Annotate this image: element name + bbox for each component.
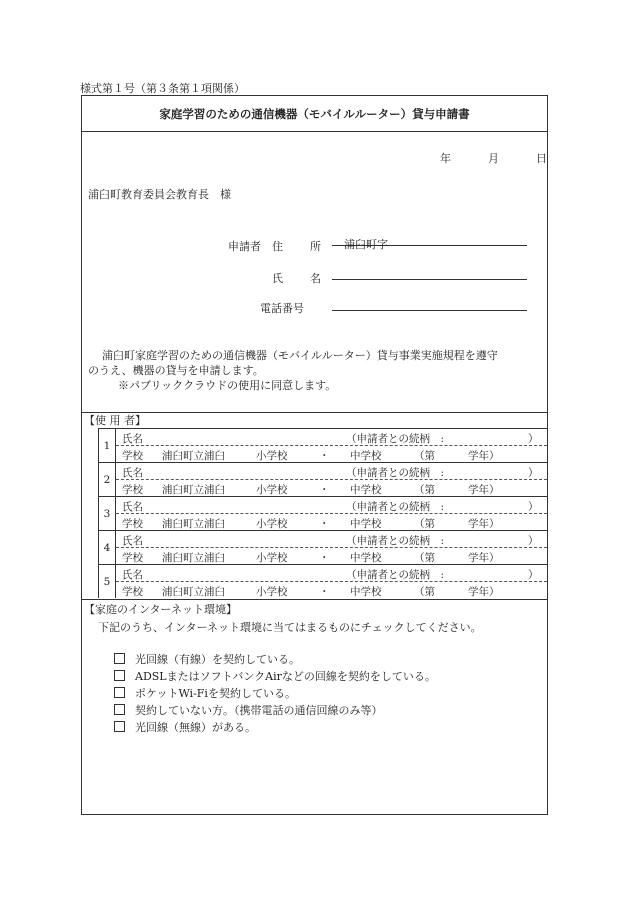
user-school-label: 学校 [122,484,143,496]
user-name-label: 氏名 [122,433,143,445]
phone-label: 電話番号 [260,302,304,315]
user-junior-high: 中学校 [350,450,382,462]
user-school-row [99,548,548,565]
user-school-label: 学校 [122,586,143,598]
user-school-prefix: 浦臼町立浦臼 [162,586,225,598]
address-label-1: 住 [272,240,283,253]
user-elementary: 小学校 [256,518,288,530]
user-grade-open: （第 [414,450,435,462]
application-statement [88,348,542,393]
user-school-separator: ・ [319,552,330,564]
internet-option-label: ADSLまたはソフトバンクAirなどの回線を契約をしている。 [135,670,436,683]
cloud-consent: ※パブリッククラウドの使用に同意します。 [118,379,337,392]
user-school-row [99,446,548,463]
internet-instruction: 下記のうち、インターネット環境に当てはまるものにチェックしてください。 [98,621,482,634]
user-school-prefix: 浦臼町立浦臼 [162,518,225,530]
checkbox-icon[interactable] [114,670,125,681]
user-junior-high: 中学校 [350,518,382,530]
user-name-label: 氏名 [122,535,143,547]
address-value: 浦臼町字 [344,238,388,251]
phone-field[interactable] [332,297,527,311]
user-junior-high: 中学校 [350,586,382,598]
application-form [81,95,548,815]
user-relation-label: （申請者との続柄 : [346,569,445,581]
internet-option[interactable] [114,668,544,685]
user-number: 5 [99,565,116,599]
user-relation-close: ） [528,569,539,581]
internet-option-label: ポケットWi-Fiを契約している。 [135,687,296,700]
user-grade-close: 学年） [468,552,500,564]
checkbox-icon[interactable] [114,704,125,715]
users-table [98,428,547,598]
internet-option-label: 光回線（無線）がある。 [135,721,256,734]
user-grade-close: 学年） [468,586,500,598]
user-school-separator: ・ [319,484,330,496]
user-elementary: 小学校 [256,586,288,598]
user-school-label: 学校 [122,518,143,530]
user-number: 3 [99,497,116,531]
user-school-prefix: 浦臼町立浦臼 [162,552,225,564]
user-school-prefix: 浦臼町立浦臼 [162,484,225,496]
user-row [99,565,548,583]
name-field[interactable] [332,266,527,280]
checkbox-icon[interactable] [114,687,125,698]
internet-option[interactable] [114,685,544,702]
user-grade-close: 学年） [468,450,500,462]
user-relation-close: ） [528,433,539,445]
user-junior-high: 中学校 [350,552,382,564]
internet-option-label: 契約していない方。（携帯電話の通信回線のみ等） [135,704,383,717]
user-grade-open: （第 [414,518,435,530]
user-elementary: 小学校 [256,484,288,496]
user-school-row [99,514,548,531]
user-elementary: 小学校 [256,552,288,564]
user-school-prefix: 浦臼町立浦臼 [162,450,225,462]
date-row [82,150,547,164]
internet-option[interactable] [114,719,544,736]
applicant-label: 申請者 [228,240,261,253]
user-name-label: 氏名 [122,569,143,581]
user-name-label: 氏名 [122,467,143,479]
user-relation-label: （申請者との続柄 : [346,535,445,547]
user-relation-close: ） [528,501,539,513]
users-divider [82,599,547,600]
user-row [99,497,548,515]
user-row [99,463,548,481]
internet-checklist [84,651,544,736]
user-school-separator: ・ [319,450,330,462]
users-section [82,412,547,598]
user-row [99,531,548,549]
form-title: 家庭学習のための通信機器（モバイルルーター）貸与申請書 [82,96,547,132]
internet-option[interactable] [114,702,544,719]
date-month[interactable]: 月 [488,152,499,165]
user-relation-label: （申請者との続柄 : [346,467,445,479]
user-grade-close: 学年） [468,484,500,496]
users-header: 【使 用 者】 [84,414,146,427]
user-number: 1 [99,429,116,463]
address-label-2: 所 [310,240,321,253]
checkbox-icon[interactable] [114,721,125,732]
user-school-separator: ・ [319,518,330,530]
user-school-row [99,480,548,497]
user-school-label: 学校 [122,552,143,564]
user-number: 4 [99,531,116,565]
user-junior-high: 中学校 [350,484,382,496]
internet-section [84,601,544,736]
name-label-1: 氏 [272,272,283,285]
addressee: 浦臼町教育委員会教育長 様 [88,188,231,201]
date-day[interactable]: 日 [536,152,547,165]
checkbox-icon[interactable] [114,653,125,664]
statement-line-2: のうえ、機器の貸与を申請します。 [88,364,264,377]
form-id: 様式第１号（第３条第１項関係） [80,82,245,95]
user-relation-close: ） [528,467,539,479]
user-school-label: 学校 [122,450,143,462]
name-label-2: 名 [310,272,321,285]
user-grade-open: （第 [414,552,435,564]
user-relation-label: （申請者との続柄 : [346,501,445,513]
user-relation-close: ） [528,535,539,547]
user-grade-open: （第 [414,484,435,496]
user-row [99,429,548,447]
user-number: 2 [99,463,116,497]
user-grade-close: 学年） [468,518,500,530]
user-grade-open: （第 [414,586,435,598]
internet-option-label: 光回線（有線）を契約している。 [135,653,300,666]
user-school-separator: ・ [319,586,330,598]
internet-header: 【家庭のインターネット環境】 [84,603,238,616]
internet-option[interactable] [114,651,544,668]
user-school-row [99,582,548,598]
user-elementary: 小学校 [256,450,288,462]
date-year[interactable]: 年 [440,152,451,165]
statement-line-1: 浦臼町家庭学習のための通信機器（モバイルルーター）貸与事業実施規程を遵守 [102,349,498,362]
user-name-label: 氏名 [122,501,143,513]
user-relation-label: （申請者との続柄 : [346,433,445,445]
